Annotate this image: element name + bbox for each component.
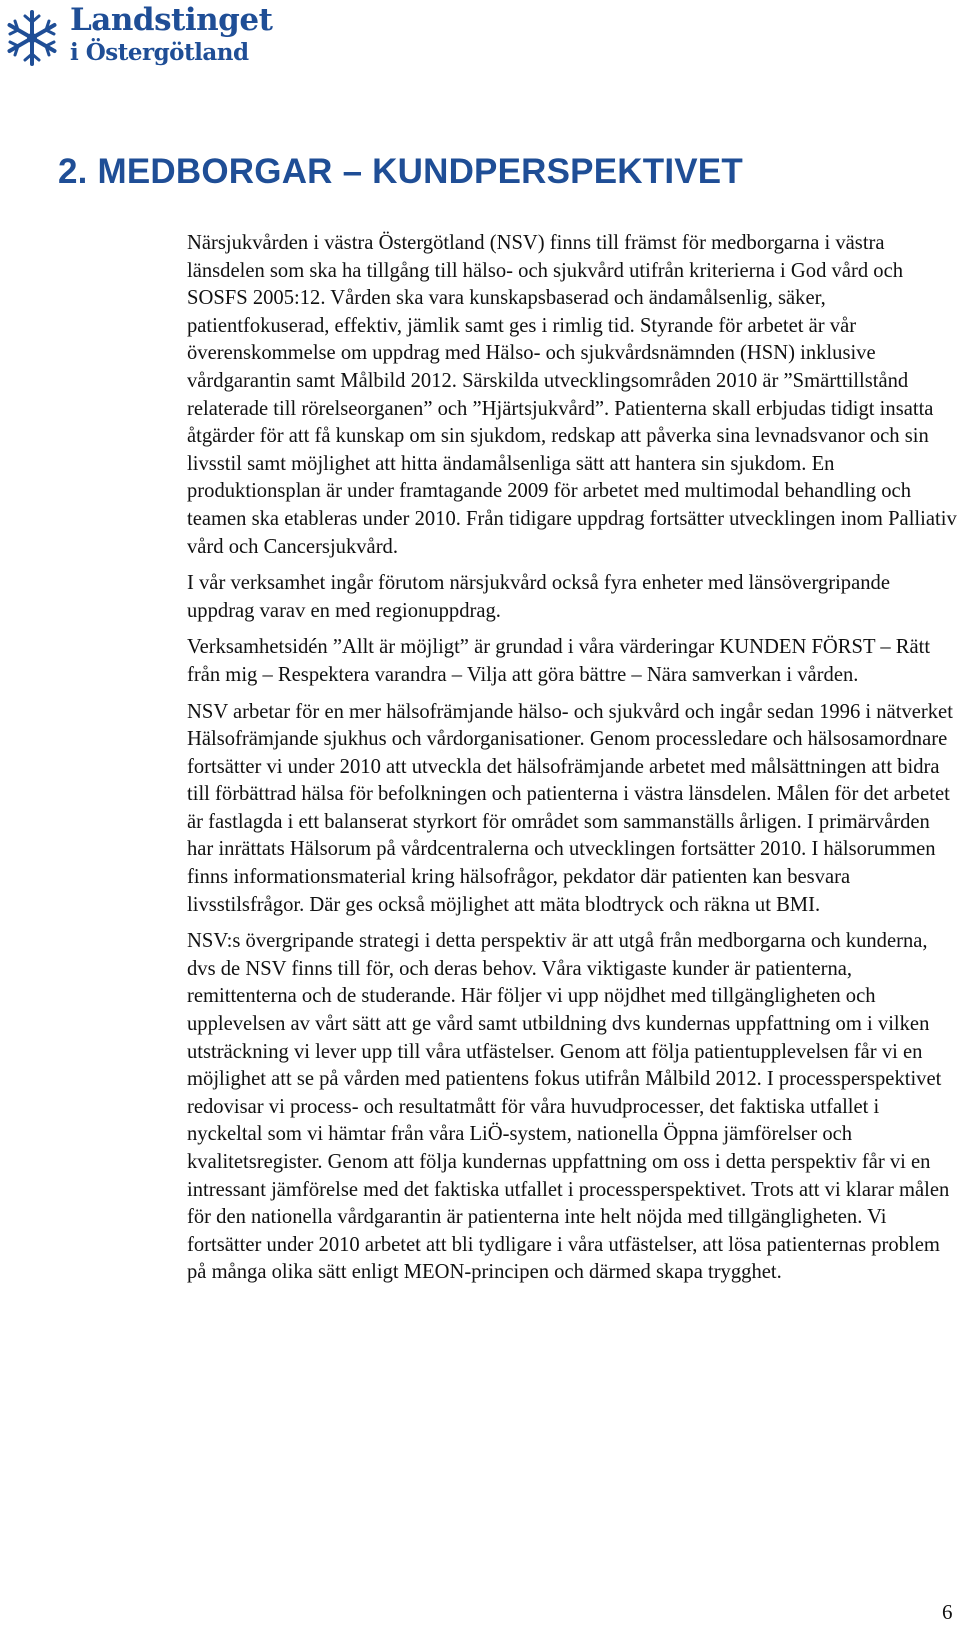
snowflake-emblem-icon <box>2 8 62 68</box>
paragraph-health-promotion: NSV arbetar för en mer hälsofrämjande hälso- och sjukvård och ingår sedan 1996 i nätverket Hälsofrämjande sjukhus och vårdorganisationer. Genom processledare och hälsosamordnare fortsätter vi under 2010 att utveckla det hälsofrämjande arbetet med målsättningen att bidra till förbättrad hälsa för befolkningen och patienterna i västra länsdelen. Målen för det arbetet är fastlagda i ett balanserat styrkort för området som sammanställs årligen. I primärvården har inrättats Hälsorum på vårdcentralerna och utvecklingen fortsätter 2010. I hälsorummen finns informationsmaterial kring hälsofrågor, pekdator där patienten kan besvara livsstilsfrågor. Där ges också möjlighet att mäta blodtryck och räkna ut BMI. <box>187 700 953 916</box>
organization-logo <box>0 4 280 68</box>
logo-wordmark-line1: Landstinget <box>70 2 273 38</box>
paragraph-strategy: NSV:s övergripande strategi i detta perspektiv är att utgå från medborgarna och kunderna, dvs de NSV finns till för, och deras behov. Våra viktigaste kunder är patienterna, remittenterna och de studerande. Här följer vi upp nöjdhet med tillgängligheten och upplevelsen av vårt sätt att ge vård samt utbildning dvs kundernas uppfattning om i vilken utsträckning vi lever upp till våra utfästelser. Genom att följa patientupplevelsen får vi en möjlighet att se på vården med patientens fokus utifrån Målbild 2012. I processperspektivet redovisar vi process- och resultatmått för våra huvudprocesser, det faktiska utfallet i nyckeltal som vi hämtar från våra LiÖ-system, nationella Öppna jämförelser och kvalitetsregister. Genom att följa kundernas uppfattning om oss i detta perspektiv får vi en intressant jämförelse med det faktiska utfallet i processperspektivet. Trots att vi klarar målen för den nationella vårdgarantin är patienterna inte helt nöjda med tillgängligheten. Vi fortsätter under 2010 arbetet att bli tydligare i våra utfästelser, att lösa patienternas problem på många olika sätt enligt MEON-principen och därmed skapa trygghet. <box>187 930 950 1284</box>
paragraph-mission: Närsjukvården i västra Östergötland (NSV) finns till främst för medborgarna i västra länsdelen som ska ha tillgång till hälso- och sjukvård utifrån kriterierna i God vård och SOSFS 2005:12. Vården ska vara kunskapsbaserad och ändamålsenlig, säker, patientfokuserad, effektiv, jämlik samt ges i rimlig tid. Styrande för arbetet är vår överenskommelse om uppdrag med Hälso- och sjukvårdsnämnden (HSN) inklusive vårdgarantin samt Målbild 2012. Särskilda utvecklingsområden 2010 är ”Smärttillstånd relaterade till rörelseorganen” och ”Hjärtsjukvård”. Patienterna skall erbjudas tidigt insatta åtgärder för att få kunskap om sin sjukdom, redskap att påverka sina levnadsvanor och sin livsstil samt möjlighet att hitta ändamålsenliga sätt att hantera sin sjukdom. En produktionsplan är under framtagande 2009 för arbetet med multimodal behandling och teamen ska etableras under 2010. Från tidigare uppdrag fortsätter utvecklingen inom Palliativ vård och Cancersjukvård. <box>187 232 957 558</box>
section-heading: 2. MEDBORGAR – KUNDPERSPEKTIVET <box>58 152 743 191</box>
body-text <box>187 230 957 1296</box>
page-number: 6 <box>942 1600 953 1624</box>
paragraph-values: Verksamhetsidén ”Allt är möjligt” är grundad i våra värderingar KUNDEN FÖRST – Rätt från mig – Respektera varandra – Vilja att göra bättre – Nära samverkan i vården. <box>187 636 931 686</box>
paragraph-units: I vår verksamhet ingår förutom närsjukvård också fyra enheter med länsövergripande uppdrag varav en med regionuppdrag. <box>187 572 890 622</box>
logo-wordmark-line2: i Östergötland <box>70 39 249 66</box>
